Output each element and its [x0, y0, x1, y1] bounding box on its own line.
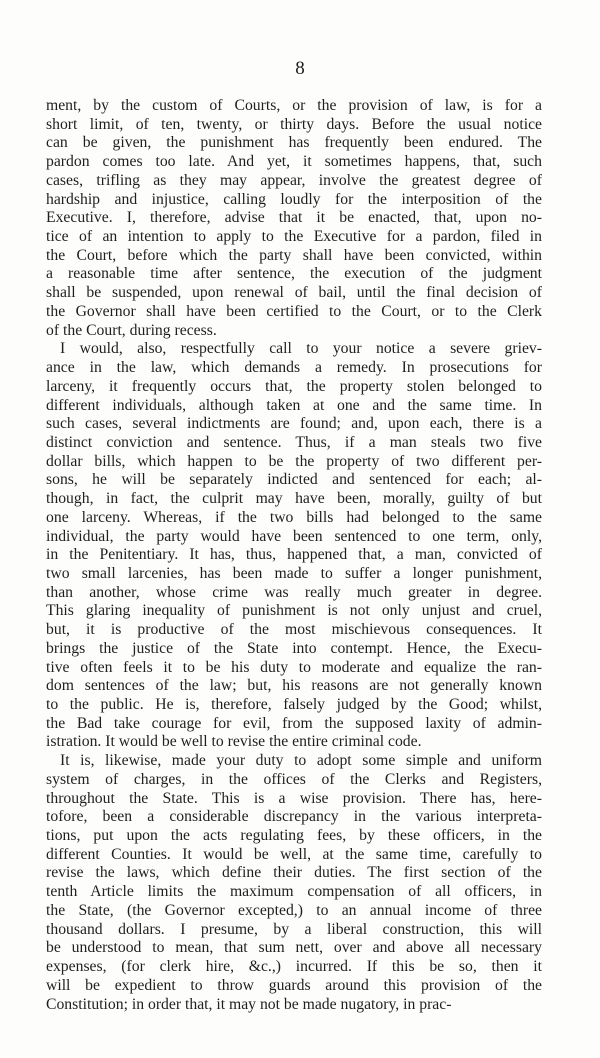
text-line: throughout the State. This is a wise provision. There has, here-	[46, 789, 542, 807]
text-line: two small larcenies, has been made to suffer a longer punishment,	[46, 564, 542, 582]
text-line: This glaring inequality of punishment is not only unjust and cruel,	[46, 602, 542, 620]
text-line: dollar bills, which happen to be the property of two different per-	[46, 452, 542, 470]
text-line: individual, the party would have been sentenced to one term, only,	[46, 527, 542, 545]
text-line: I would, also, respectfully call to your notice a severe griev-	[60, 340, 542, 358]
text-line: can be given, the punishment has frequently been endured. The	[46, 134, 542, 152]
text-line: the Court, before which the party shall have been convicted, within	[46, 246, 542, 264]
text-line: short limit, of ten, twenty, or thirty days. Before the usual notice	[46, 115, 542, 133]
text-line: such cases, several indictments are found; and, upon each, there is a	[46, 415, 542, 433]
text-line: tions, put upon the acts regulating fees, by these officers, in the	[46, 827, 542, 845]
text-line: revise the laws, which define their duties. The first section of the	[46, 864, 542, 882]
text-line: the State, (the Governor excepted,) to an annual income of three	[46, 901, 542, 919]
text-line: hardship and injustice, calling loudly for the interposition of the	[46, 190, 542, 208]
text-line: one larceny. Whereas, if the two bills had belonged to the same	[46, 508, 542, 526]
paragraph-larceny-grievance	[46, 340, 542, 752]
text-line: distinct conviction and sentence. Thus, if a man steals two five	[46, 433, 542, 451]
text-line: istration. It would be well to revise the entire criminal code.	[46, 733, 422, 751]
text-line: system of charges, in the offices of the Clerks and Registers,	[46, 770, 542, 788]
text-line: thousand dollars. I presume, by a liberal construction, this will	[46, 920, 542, 938]
text-line: Executive. I, therefore, advise that it be enacted, that, upon no-	[46, 209, 542, 227]
text-line: will be expedient to throw guards around this provision of the	[46, 976, 542, 994]
text-line: than another, whose crime was really much greater in degree.	[46, 583, 542, 601]
text-line: in the Penitentiary. It has, thus, happened that, a man, convicted of	[46, 546, 542, 564]
text-line: the Bad take courage for evil, from the supposed laxity of admin-	[46, 714, 542, 732]
text-line: of the Court, during recess.	[46, 321, 217, 339]
text-line: pardon comes too late. And yet, it sometimes happens, that, such	[46, 153, 542, 171]
text-line: ment, by the custom of Courts, or the provision of law, is for a	[46, 97, 542, 114]
text-line: a reasonable time after sentence, the execution of the judgment	[46, 265, 542, 283]
text-line: but, it is productive of the most mischievous consequences. It	[46, 621, 542, 639]
text-line: be understood to mean, that sum nett, over and above all necessary	[46, 939, 542, 957]
text-line: different individuals, although taken at one and the same time. In	[46, 396, 542, 414]
text-line: to the public. He is, therefore, falsely judged by the Good; whilst,	[46, 696, 542, 713]
text-line: tice of an intention to apply to the Executive for a pardon, filed in	[46, 228, 542, 246]
text-line: shall be suspended, upon renewal of bail, until the final decision of	[46, 284, 542, 302]
text-line: cases, trifling as they may appear, involve the greatest degree of	[46, 171, 542, 189]
text-line: larceny, it frequently occurs that, the property stolen belonged to	[46, 377, 542, 395]
text-line: brings the justice of the State into contempt. Hence, the Execu-	[46, 639, 542, 657]
text-line: different Counties. It would be well, at the same time, carefully to	[46, 845, 542, 863]
text-line: Constitution; in order that, it may not be made nugatory, in prac-	[46, 995, 452, 1013]
text-line: dom sentences of the law; but, his reasons are not generally known	[46, 677, 542, 695]
text-line: tive often feels it to be his duty to moderate and equalize the ran-	[46, 658, 542, 676]
paragraph-pardon-suspension	[46, 97, 542, 340]
text-line: tofore, been a considerable discrepancy in the various interpreta-	[46, 808, 542, 826]
text-line: the Governor shall have been certified to the Court, or to the Clerk	[46, 302, 542, 320]
text-line: tenth Article limits the maximum compensation of all officers, in	[46, 883, 542, 901]
text-line: It is, likewise, made your duty to adopt some simple and uniform	[60, 752, 542, 770]
text-line: expenses, (for clerk hire, &c.,) incurred. If this be so, then it	[46, 958, 542, 976]
paragraph-clerk-charges	[46, 752, 542, 1014]
page-number: 8	[295, 58, 305, 79]
text-line: though, in fact, the culprit may have been, morally, guilty of but	[46, 490, 542, 508]
text-line: ance in the law, which demands a remedy. In prosecutions for	[46, 359, 542, 377]
text-line: sons, he will be separately indicted and sentenced for each; al-	[46, 471, 542, 489]
body-text	[46, 97, 542, 1014]
